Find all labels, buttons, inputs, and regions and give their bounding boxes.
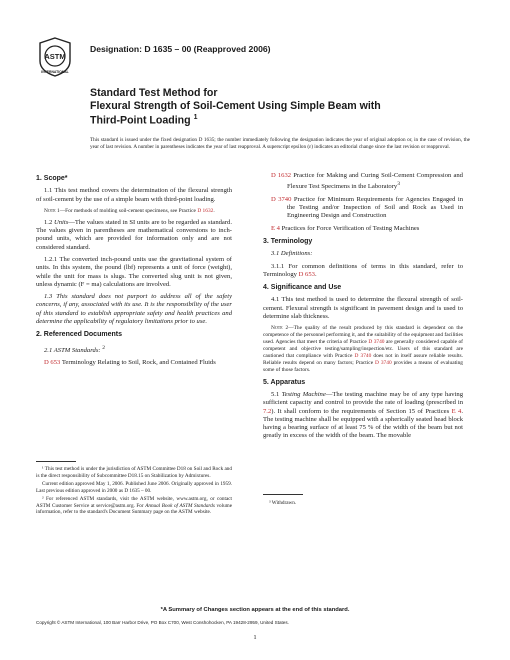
footnote-1-approval: Current edition approved May 1, 2006. Published June 2006. Originally approved in 1959. Last previous edition approved in 2000 as D 1635 – 00.	[36, 481, 232, 494]
summary-of-changes-note: *A Summary of Changes section appears at the end of this standard.	[160, 607, 350, 613]
svg-text:ASTM: ASTM	[44, 52, 66, 61]
link-section-7-2[interactable]: 7.2	[263, 407, 272, 415]
link-d1632[interactable]: D 1632	[197, 207, 214, 214]
paragraph-1-1: 1.1 This test method covers the determination of the flexural strength of soil-cement by the use of a simple beam with third-point loading.	[36, 187, 232, 203]
issuance-note: This standard is issued under the fixed designation D 1635; the number immediately following the designation indicates the year of original adoption or, in the case of revision, the year of last revision. A number in parentheses indicates the year of last reapproval. A superscript epsilon (ε) indicates an editorial change since the last revision or reapproval.	[90, 137, 470, 150]
section-2-heading: 2. Referenced Documents	[36, 331, 122, 339]
reference-d653: D 653 Terminology Relating to Soil, Rock, and Contained Fluids	[44, 359, 216, 367]
paragraph-3-1-1: 3.1.1 For common definitions of terms in this standard, refer to Terminology D 653.	[263, 262, 463, 278]
link-d3740[interactable]: D 3740	[354, 352, 372, 359]
paragraph-1-2-1: 1.2.1 The converted inch-pound units use the gravitational system of units. In this system, the pound (lbf) represents a unit of force (weight), while the unit for mass is slugs. The converted slug unit is not given, unless dynamic (F = ma) calculations are involved.	[36, 255, 232, 288]
left-column	[36, 170, 232, 371]
designation: Designation: D 1635 – 00 (Reapproved 2006)	[90, 44, 271, 54]
paragraph-2-1: 2.1 ASTM Standards: $^2$	[44, 344, 106, 354]
reference-d3740: D 3740 Practice for Minimum Requirements for Agencies Engaged in the Testing and/or Inspection of Soil and Rock as Used in Engineering Design and Construction	[271, 195, 463, 220]
link-d653[interactable]: D 653	[44, 359, 61, 367]
title-line-1: Standard Test Method for	[90, 87, 218, 99]
paragraph-5-1: 5.1 Testing Machine—The testing machine may be of any type having sufficient capacity and control to provide the rate of loading (prescribed in 7.2). It shall conform to the requirements of Section 15 of Practices E 4. The testing machine shall be equipped with a spherically seated head block having a bearing surface of at least 75 % of the width of the beam but not greatly in excess of the width of the beam. The movable	[263, 390, 464, 440]
footnote-2: ² For referenced ASTM standards, visit the ASTM website, www.astm.org, or contact ASTM Customer Service at service@astm.org. For Annual Book of ASTM Standards volume information, refer to the standard's Document Summary page on the ASTM website.	[36, 496, 233, 515]
footnotes-left	[36, 466, 232, 518]
footnote-3: ³ Withdrawn.	[269, 500, 297, 506]
title-footnote-mark: 1	[193, 114, 198, 121]
paragraph-3-1: 3.1 Definitions:	[271, 250, 313, 258]
page-number: 1	[253, 634, 257, 641]
title-line-2: Flexural Strength of Soil-Cement Using Simple Beam with	[90, 99, 381, 112]
footnote-1: ¹ This test method is under the jurisdiction of ASTM Committee D18 on Soil and Rock and is the direct responsibility of Subcommittee D18.15 on Stabilization by Admixtures.	[36, 466, 232, 479]
section-3-heading: 3. Terminology	[263, 237, 313, 245]
reference-e4: E 4 Practices for Force Verification of Testing Machines	[271, 224, 420, 232]
link-d653[interactable]: D 653	[298, 270, 315, 278]
link-e4[interactable]: E 4	[451, 407, 462, 415]
section-1-heading: 1. Scope*	[36, 175, 68, 182]
note-2: Note 2—The quality of the result produced by this standard is dependent on the competence of the personnel performing it, and the suitability of the equipment and facilities used. Agencies that meet the criteria of Practice D 3740 are generally considered capable of competent and objective testing/sampling/inspection/etc. Users of this standard are cautioned that compliance with Practice D 3740 does not in itself assure reliable results. Reliable results depend on many factors; Practice D 3740 provides a means of evaluating some of those factors.	[263, 325, 463, 373]
copyright-line: Copyright © ASTM International, 100 Barr Harbor Drive, PO Box C700, West Conshohocken, PA 19428-2959, United States.	[36, 620, 289, 625]
footnotes-right	[263, 500, 383, 509]
astm-logo	[38, 37, 72, 77]
link-d3740[interactable]: D 3740	[375, 359, 392, 366]
section-4-heading: 4. Significance and Use	[263, 284, 342, 292]
footnote-divider	[263, 494, 303, 495]
paragraph-1-3: 1.3 This standard does not purport to address all of the safety concerns, if any, associated with its use. It is the responsibility of the user of this standard to establish appropriate safety and health practices and determine the applicability of regulatory limitations prior to use.	[36, 293, 232, 326]
section-5-heading: 5. Apparatus	[263, 378, 306, 386]
link-e4[interactable]: E 4	[271, 224, 280, 232]
document-title	[90, 87, 470, 127]
note-1: Note 1—For methods of molding soil-cement specimens, see Practice D 1632.	[44, 207, 215, 214]
right-column	[263, 172, 463, 445]
paragraph-4-1: 4.1 This test method is used to determine the flexural strength of soil-cement. Flexural strength is significant in pavement design and is used to determine slab thickness.	[263, 296, 463, 321]
link-d3740[interactable]: D 3740	[368, 339, 385, 346]
title-line-3: Third-Point Loading $^1$	[90, 114, 198, 127]
footnote-divider	[36, 461, 76, 462]
link-d3740[interactable]: D 3740	[271, 195, 292, 203]
reference-d1632: D 1632 Practice for Making and Curing Soil-Cement Compression and Flexure Test Specimens in the Laboratory$^3$	[271, 172, 463, 191]
svg-text:INTERNATIONAL: INTERNATIONAL	[41, 70, 69, 74]
link-d1632[interactable]: D 1632	[271, 172, 292, 179]
paragraph-1-2: 1.2 Units—The values stated in SI units are to be regarded as standard. The values given in parentheses are mathematical conversions to inch-pound units, which are provided for information only and are not considered standard.	[36, 218, 232, 251]
